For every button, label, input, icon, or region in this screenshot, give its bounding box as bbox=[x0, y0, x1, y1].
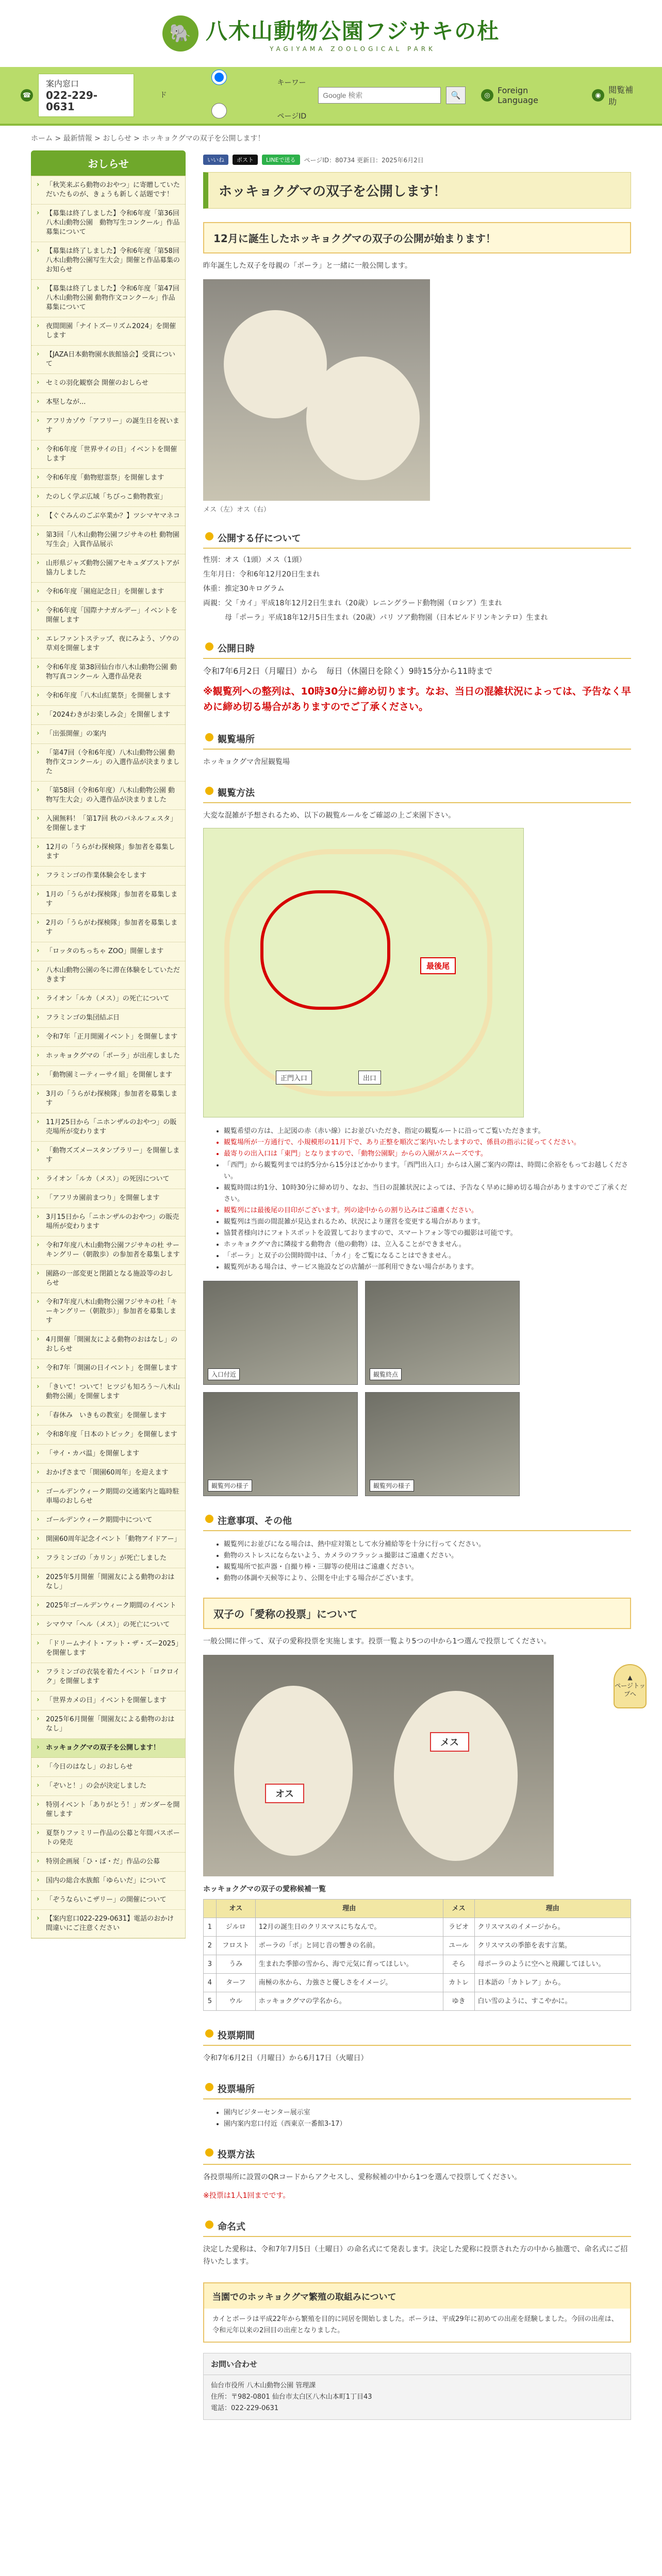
box-item: • 園内案内窓口付近（西東京一番館3-17） bbox=[224, 2119, 631, 2130]
table-cell: クリスマスのイメージから。 bbox=[474, 1918, 631, 1937]
table-cell: ウル bbox=[216, 1992, 255, 2011]
note: • 観覧場所が一方通行で、小規模形の11月下で、あり正整を順次ご案内いたしますので、係員の指示に従ってください。 bbox=[224, 1137, 631, 1148]
table-row bbox=[204, 1974, 631, 1992]
sidebar-item[interactable]: › 国内の総合水族館「ゆらいだ」について bbox=[31, 1872, 185, 1891]
eye-icon: ◉ bbox=[592, 89, 604, 101]
period-text: 令和7年6月2日（月曜日）から6月17日（火曜日） bbox=[203, 2054, 368, 2062]
inquiry-title: お問い合わせ bbox=[204, 2353, 631, 2375]
venue-photo bbox=[365, 1281, 520, 1385]
utility-bar bbox=[0, 67, 662, 126]
sidebar-item[interactable]: › 「春休み いきもの教室」を開催します bbox=[31, 1406, 185, 1426]
share-x-button[interactable]: ポスト bbox=[233, 155, 258, 165]
caution-item: • 観覧列にお並びになる場合は、熱中症対策として水分補給等を十分に行ってください。 bbox=[224, 1539, 631, 1550]
search-mode bbox=[160, 68, 313, 123]
site-header bbox=[0, 0, 662, 67]
method-text: 大変な混雑が予想されるため、以下の観覧ルールをご確認の上ご来園下さい。 bbox=[203, 811, 456, 820]
table-cell: 12月の誕生日のクリスマスにちなんで。 bbox=[255, 1918, 443, 1937]
contact-info bbox=[38, 74, 134, 117]
sidebar-item[interactable]: › 令和6年度「世界サイの日」イベントを開催します bbox=[31, 440, 185, 469]
sidebar-item[interactable]: › 2025年ゴールデンウィーク期間のイベント bbox=[31, 1597, 185, 1616]
caution-item: • 動物のストレスにならないよう、カメラのフラッシュ撮影はご遠慮ください。 bbox=[224, 1550, 631, 1562]
page-top-label: ページトップへ bbox=[615, 1682, 646, 1698]
sidebar-item[interactable]: › ホッキョクグマの「ポーラ」が出産しました bbox=[31, 1047, 185, 1066]
table-cell: クリスマスの季節を表す言葉。 bbox=[474, 1937, 631, 1955]
logo-subtitle: YAGIYAMA ZOOLOGICAL PARK bbox=[270, 45, 436, 53]
foreign-language-link[interactable] bbox=[481, 86, 571, 105]
table-header: オス bbox=[216, 1900, 255, 1918]
sidebar-title: おしらせ bbox=[31, 150, 186, 176]
table-header bbox=[204, 1900, 217, 1918]
sidebar-item[interactable]: › アフリカゾウ「アフリー」の誕生日を祝います bbox=[31, 412, 185, 440]
inquiry-dept: 仙台市役所 八木山動物公園 管理課 bbox=[211, 2382, 316, 2389]
inquiry-phone[interactable]: 電話：022-229-0631 bbox=[211, 2404, 279, 2412]
table-cell: ターフ bbox=[216, 1974, 255, 1992]
photo-caption: メス（左）オス（右） bbox=[203, 506, 270, 514]
logo-name: 八木山動物公園フジサキの杜 bbox=[205, 19, 500, 44]
sidebar-item[interactable]: › 「出張開催」の案内 bbox=[31, 725, 185, 744]
sidebar-item[interactable]: › ホッキョクグマの双子を公開します！ bbox=[31, 1739, 185, 1758]
table-cell: 白い雪のように、すこやかに。 bbox=[474, 1992, 631, 2011]
table-cell: 生まれた季節の雪から、海で元気に育ってほしい。 bbox=[255, 1955, 443, 1974]
photo-label: 観覧終点 bbox=[370, 1368, 402, 1380]
note: • 観覧列は当面の間混雑が見込まれるため、状況により運営を変更する場合があります。 bbox=[224, 1216, 631, 1228]
inquiry-box bbox=[203, 2353, 631, 2420]
table-cell: うみ bbox=[216, 1955, 255, 1974]
photo-label: 観覧列の様子 bbox=[370, 1480, 414, 1492]
sidebar-item[interactable]: › フラミンゴの「カリン」が死亡しました bbox=[31, 1549, 185, 1568]
table-cell: 母ポーラのように空へと飛躍してほしい。 bbox=[474, 1955, 631, 1974]
sidebar-item[interactable]: › 「秋笑来ぶら動物のおやつ」に寄贈していただいたものが、きょうも新しく話題です！ bbox=[31, 176, 185, 205]
sidebar-item[interactable]: › 【募集は終了しました】令和6年度「第36回八木山動物公園 動物写生コンクール」作品募集について bbox=[31, 205, 185, 242]
heading-public: 公開する仔について bbox=[203, 527, 631, 549]
sidebar-item[interactable]: › 【ぐぐみんのごぶ卒業か？】ツシマヤマネコ bbox=[31, 507, 185, 526]
page-body bbox=[0, 150, 662, 2420]
sidebar-item[interactable]: › 「サイ・カバ温」を開催します bbox=[31, 1445, 185, 1464]
sidebar-item[interactable]: › 11月25日から「ニホンザルのおやつ」の販売場所が変わります bbox=[31, 1113, 185, 1142]
breadcrumb[interactable]: ホーム > 最新情報 > おしらせ > ホッキョクグマの双子を公開します！ bbox=[31, 134, 265, 143]
contact-tel[interactable]: 022-229-0631 bbox=[45, 89, 98, 113]
sidebar-item[interactable]: › ライオン「ルカ（メス）」の死因について bbox=[31, 1170, 185, 1189]
heading-result: 命名式 bbox=[203, 2215, 631, 2237]
sidebar-item[interactable]: › 「ドリームナイト・アット・ザ・ズー2025」を開催します bbox=[31, 1635, 185, 1663]
caution-item: • 観覧場所で拡声器・自撮り棒・三脚等の使用はご遠慮ください。 bbox=[224, 1562, 631, 1573]
share-bar bbox=[203, 155, 631, 165]
sidebar-item[interactable]: › 【募集は終了しました】令和6年度「第58回 八木山動物公園写生大会」開催と作品募集のお知らせ bbox=[31, 242, 185, 280]
sidebar-item[interactable]: › 「ぞうならいこザリー」の開催について bbox=[31, 1891, 185, 1910]
table-row bbox=[204, 1937, 631, 1955]
search-input[interactable] bbox=[318, 87, 441, 104]
sidebar-item[interactable]: › 「第47回（令和6年度）八木山動物公園 動物作文コンクール」の入選作品が決まりました bbox=[31, 744, 185, 782]
sidebar-item[interactable]: › 「ぞいと！」の会が決定しました bbox=[31, 1777, 185, 1796]
table-cell: ゆき bbox=[443, 1992, 474, 2011]
box-list bbox=[203, 2107, 631, 2130]
breeding-notice bbox=[203, 2282, 631, 2343]
sidebar-item[interactable]: › たのしく学ぶ広域「ちびっこ動物教室」 bbox=[31, 488, 185, 507]
twins-photo bbox=[203, 1655, 554, 1876]
venue-photo bbox=[203, 1392, 358, 1496]
note: • ホッキョクグマ舎に隣接する動物舎（他の動物）は、立入ることができません。 bbox=[224, 1239, 631, 1250]
names-table bbox=[203, 1899, 631, 2011]
note: • 観覧列がある場合は、サービス施設などの店舗が一部利用できない場合があります。 bbox=[224, 1262, 631, 1273]
sidebar-item[interactable]: › 令和6年度「八木山紅葉祭」を開催します bbox=[31, 687, 185, 706]
site-search bbox=[160, 68, 466, 123]
sidebar-item[interactable]: › 12月の「うらがわ探検隊」参加者を募集します bbox=[31, 838, 185, 867]
sidebar-item[interactable]: › 2025年6月開催「開園友による動物のおはなし」 bbox=[31, 1710, 185, 1739]
inquiry-body bbox=[204, 2375, 631, 2419]
lead-box: 12月に誕生したホッキョクグマの双子の公開が始まります！ bbox=[203, 222, 631, 253]
sidebar-item[interactable]: › 本堅しなが... bbox=[31, 393, 185, 412]
table-cell: 3 bbox=[204, 1955, 217, 1974]
table-header: メス bbox=[443, 1900, 474, 1918]
sidebar-item[interactable]: › エレファントステップ、夜にみよう、ゾウの草刈を開催します bbox=[31, 630, 185, 658]
sidebar-item[interactable]: › 令和7年「開園の日イベント」を開催します bbox=[31, 1359, 185, 1378]
photo-label: 観覧列の様子 bbox=[208, 1480, 252, 1492]
intro-text: 昨年誕生した双子を母親の「ポーラ」と一緒に一般公開します。 bbox=[203, 262, 412, 270]
visual-aid-link[interactable] bbox=[592, 83, 641, 107]
table-cell: 5 bbox=[204, 1992, 217, 2011]
sidebar-item[interactable]: › 特別企画展「ひ・ば・だ」作品の公募 bbox=[31, 1853, 185, 1872]
route-map bbox=[203, 828, 524, 1117]
sidebar-item[interactable]: › 令和6年度「国際ナナガルデー」イベントを開催します bbox=[31, 602, 185, 630]
sidebar-item[interactable]: › 園路の一部変更と閉鎖となる施設等のおしらせ bbox=[31, 1265, 185, 1293]
heading-period: 投票期間 bbox=[203, 2024, 631, 2046]
sidebar-item[interactable]: › 令和7年度八木山動物公園フジサキの杜 サーキングリー（朝散歩）の参加者を募集します bbox=[31, 1236, 185, 1265]
sidebar-item[interactable]: › 「今日のはなし」のおしらせ bbox=[31, 1758, 185, 1777]
sidebar-item[interactable]: › 夜間開園「ナイトズーリズム2024」を開催します bbox=[31, 317, 185, 346]
table-cell: そら bbox=[443, 1955, 474, 1974]
sidebar-item[interactable]: › 山形県ジャズ動物公園アセキュダブストアが協力しました bbox=[31, 554, 185, 583]
visual-aid-label: 閲覧補助 bbox=[608, 85, 634, 107]
map-label-exit: 出口 bbox=[358, 1071, 381, 1084]
contact-label: 案内窓口 bbox=[45, 79, 79, 89]
caution-item: • 動物の体調や天候等により、公開を中止する場合がございます。 bbox=[224, 1573, 631, 1584]
sidebar-item[interactable]: › 「2024わきがお楽しみ会」を開催します bbox=[31, 706, 185, 725]
date-warning: ※観覧列への整列は、10時30分に締め切ります。なお、当日の混雑状況によっては、予告なく早めに締め切る場合がありますのでご了承ください。 bbox=[203, 686, 631, 713]
main-content bbox=[203, 150, 631, 2420]
heading-place: 観覧場所 bbox=[203, 728, 631, 750]
sidebar-item[interactable]: › 「アフリカ園前まつり」を開催します bbox=[31, 1189, 185, 1208]
elephant-logo-icon: 🐘 bbox=[162, 15, 198, 52]
table-row bbox=[204, 1918, 631, 1937]
note: • 観覧希望の方は、上記図の赤（赤い線）にお並びいただき、指定の観覧ルートに沿ってご覧いただきます。 bbox=[224, 1126, 631, 1137]
sidebar-item[interactable]: › 1月の「うらがわ探検隊」参加者を募集します bbox=[31, 886, 185, 914]
radio-keyword[interactable] bbox=[162, 70, 276, 85]
sidebar-item[interactable]: › おかげさまで「開園60周年」を迎えます bbox=[31, 1464, 185, 1483]
page-title: ホッキョクグマの双子を公開します！ bbox=[203, 172, 631, 209]
table-header: 理由 bbox=[255, 1900, 443, 1918]
map-route bbox=[260, 890, 390, 1010]
date-text: 令和7年6月2日（月曜日）から 毎日（休園日を除く）9時15分から11時まで bbox=[203, 666, 493, 676]
table-cell: ラビオ bbox=[443, 1918, 474, 1937]
contact-box bbox=[21, 74, 134, 117]
sidebar-item[interactable]: › フラミンゴの衣装を着たイベント「ロクロイク」を開催します bbox=[31, 1663, 185, 1691]
sidebar-item[interactable]: › 特別イベント「ありがとう！」ガンダーを開催します bbox=[31, 1796, 185, 1824]
notice-body: カイとポーラは平成22年から繁殖を目的に同居を開始しました。ポーラは、平成29年に初めての出産を経験しました。今回の出産は、令和元年以来の2回目の出産となりました。 bbox=[212, 2315, 618, 2334]
sidebar-item[interactable]: › 【募集は終了しました】令和6年度「第47回 八木山動物公園 動物作文コンクール」作品募集について bbox=[31, 280, 185, 317]
sidebar-item[interactable]: › 「ロッタのちっちゃ ZOO」開催します bbox=[31, 942, 185, 961]
sidebar-item[interactable]: › 2月の「うらがわ探検隊」参加者を募集します bbox=[31, 914, 185, 942]
sidebar-item[interactable]: › 【JAZA日本動物園水族館協会】受賞について bbox=[31, 346, 185, 374]
sidebar-item[interactable]: › 令和6年度 第38回仙台市八木山動物公園 動物写真コンクール 入選作品発表 bbox=[31, 658, 185, 687]
sidebar-item[interactable]: › 入園無料！「第17回 秋のパネルフェスタ」を開催します bbox=[31, 810, 185, 838]
sidebar-item[interactable]: › フラミンゴの集団結ぶ日 bbox=[31, 1009, 185, 1028]
sidebar-item[interactable]: › 「世界カメの日」イベントを開催します bbox=[31, 1691, 185, 1710]
sidebar-item[interactable]: › ゴールデンウィーク期間の交通案内と臨時駐車場のおしらせ bbox=[31, 1483, 185, 1511]
page-top-button[interactable] bbox=[614, 1664, 647, 1708]
utility-links bbox=[481, 83, 641, 107]
info-mother: 母「ポーラ」平成18年12月5日生まれ（20歳）パリ ソア動物園（日本ピルドリンキンテロ）生まれ bbox=[203, 614, 548, 622]
female-cub bbox=[394, 1691, 518, 1861]
sidebar-item[interactable]: › 令和6年度「園庭記念日」を開催します bbox=[31, 583, 185, 602]
share-line-button[interactable]: LINEで送る bbox=[262, 155, 300, 165]
sidebar-item[interactable]: › シマウマ「ヘル（メス）」の死亡について bbox=[31, 1616, 185, 1635]
sidebar-item[interactable]: › セミの羽化観察会 開催のおしらせ bbox=[31, 374, 185, 393]
sidebar-item[interactable]: › 令和7年度八木山動物公園フジサキの杜「キーキングリー（朝散歩）」参加者を募集します bbox=[31, 1293, 185, 1331]
sidebar-item[interactable]: › 「第58回（令和6年度）八木山動物公園 動物写生大会」の入選作品が決まりました bbox=[31, 782, 185, 810]
bear-cub-right bbox=[306, 357, 420, 480]
place-text: ホッキョクグマ舎屋観覧場 bbox=[203, 758, 290, 766]
phone-icon: ☎ bbox=[21, 89, 33, 101]
venue-photo bbox=[203, 1281, 358, 1385]
names-table-body bbox=[204, 1918, 631, 2011]
heading-box: 投票場所 bbox=[203, 2078, 631, 2099]
note: • 「ポーラ」と双子の公開時間中は、「カイ」をご覧になることはできません。 bbox=[224, 1250, 631, 1262]
sidebar-item[interactable]: › 令和8年度「日本のトピック」を開催します bbox=[31, 1426, 185, 1445]
foreign-language-label: Foreign Language bbox=[497, 86, 538, 105]
table-cell: ポーラの「ポ」と同じ音の響きの名前。 bbox=[255, 1937, 443, 1955]
sidebar-item[interactable]: › ゴールデンウィーク期間中について bbox=[31, 1511, 185, 1530]
page-meta: ページID：80734 更新日：2025年6月2日 bbox=[304, 156, 424, 164]
caution-list bbox=[203, 1539, 631, 1584]
info-sex: 性別：オス（1頭）メス（1頭） bbox=[203, 556, 306, 564]
sidebar-item[interactable]: › 【案内窓口022-229-0631】電話のおかけ間違いにご注意ください bbox=[31, 1910, 185, 1938]
table-header: 理由 bbox=[474, 1900, 631, 1918]
heading-method: 観覧方法 bbox=[203, 782, 631, 803]
how-text: 各投票場所に設置のQRコードからアクセスし、愛称候補の中から1つを選んで投票してください。 bbox=[203, 2173, 522, 2181]
arrow-up-icon: ▲ bbox=[627, 1674, 633, 1681]
sidebar-item[interactable]: › ライオン「ルカ（メス）」の死亡について bbox=[31, 990, 185, 1009]
table-cell: カトレ bbox=[443, 1974, 474, 1992]
sidebar-item[interactable]: › 八木山動物公園の冬に滞在体験をしていただきます bbox=[31, 961, 185, 990]
info-birth: 生年月日：令和6年12月20日生まれ bbox=[203, 570, 320, 579]
sidebar-item[interactable]: › 令和7年「正月開園イベント」を開催します bbox=[31, 1028, 185, 1047]
share-facebook-button[interactable]: いいね bbox=[203, 155, 228, 165]
inquiry-address: 住所：〒982-0801 仙台市太白区八木山本町1丁目43 bbox=[211, 2393, 372, 2401]
sidebar bbox=[31, 150, 186, 2420]
globe-icon: ◎ bbox=[481, 89, 493, 101]
table-cell: フロスト bbox=[216, 1937, 255, 1955]
sidebar-item[interactable]: › 3月の「うらがわ探検隊」参加者を募集します bbox=[31, 1085, 185, 1113]
table-cell: 1 bbox=[204, 1918, 217, 1937]
map-label-gate: 正門入口 bbox=[276, 1071, 312, 1084]
table-row bbox=[204, 1955, 631, 1974]
heading-caution: 注意事項、その他 bbox=[203, 1510, 631, 1531]
names-heading: 双子の「愛称の投票」について bbox=[203, 1598, 631, 1629]
info-father: 両親：父「カイ」平成18年12月2日生まれ（20歳）レニングラード動物園（ロシア）生まれ bbox=[203, 599, 502, 607]
heading-date: 公開日時 bbox=[203, 637, 631, 659]
table-cell: 南極の氷から、力強さと優しさをイメージ。 bbox=[255, 1974, 443, 1992]
table-cell: 2 bbox=[204, 1937, 217, 1955]
sidebar-item[interactable]: › 第3回「八木山動物公園フジサキの杜 動物園写生会」入賞作品展示 bbox=[31, 526, 185, 554]
tag-male: オス bbox=[265, 1784, 304, 1803]
heading-how: 投票方法 bbox=[203, 2143, 631, 2165]
venue-photo bbox=[365, 1392, 520, 1496]
sidebar-item[interactable]: › フラミンゴの作業体験会をします bbox=[31, 867, 185, 886]
how-warning: ※投票は1人1回までです。 bbox=[203, 2192, 290, 2200]
sidebar-list bbox=[31, 176, 186, 1939]
male-cub bbox=[234, 1686, 353, 1856]
names-text: 一般公開に伴って、双子の愛称投票を実施します。投票一覧より5つの中から1つ選んで投票してください。 bbox=[203, 1637, 551, 1646]
table-cell: ユール bbox=[443, 1937, 474, 1955]
table-cell: ホッキョクグマの学名から。 bbox=[255, 1992, 443, 2011]
map-label-start: 最後尾 bbox=[420, 957, 456, 974]
note: • 「西門」から観覧列までは約5分から15分ほどかかります。「西門出入口」からは入園ご案内の際は、時間に余裕をもってお越しください。 bbox=[224, 1160, 631, 1182]
radio-page-label: ページID bbox=[277, 112, 307, 121]
table-cell: ジルロ bbox=[216, 1918, 255, 1937]
table-cell: 4 bbox=[204, 1974, 217, 1992]
info-weight: 体重：推定30キログラム bbox=[203, 585, 285, 593]
note: • 観覧列には最後尾の目印がございます。列の途中からの割り込みはご遠慮ください。 bbox=[224, 1205, 631, 1216]
radio-page-id[interactable] bbox=[162, 103, 276, 118]
sidebar-item[interactable]: › 開園60周年記念イベント「動物アイドアー」 bbox=[31, 1530, 185, 1549]
sidebar-item[interactable]: › 令和6年度「動物慰霊祭」を開催します bbox=[31, 469, 185, 488]
sidebar-item[interactable]: › 「きいて！ついて！ヒツジも知ろう～八木山動物公園」を開催します bbox=[31, 1378, 185, 1406]
table-cell: 日本語の「カトレア」から。 bbox=[474, 1974, 631, 1992]
tag-female: メス bbox=[430, 1732, 469, 1752]
site-logo[interactable] bbox=[162, 14, 500, 53]
sidebar-item[interactable]: › 「動物ズズメースタンプラリー」を開催します bbox=[31, 1142, 185, 1170]
method-notes bbox=[203, 1126, 631, 1273]
venue-photos bbox=[203, 1281, 631, 1496]
notice-title: 当園でのホッキョクグマ繁殖の取組みについて bbox=[204, 2283, 630, 2309]
box-item: • 園内ビジターセンター展示室 bbox=[224, 2107, 631, 2119]
radio-keyword-label: キーワード bbox=[159, 79, 306, 99]
sidebar-item[interactable]: › 3月15日から「ニホンザルのおやつ」の販売場所が変わります bbox=[31, 1208, 185, 1236]
sidebar-item[interactable]: › 4月開催「開園友による動物のおはなし」のおしらせ bbox=[31, 1331, 185, 1359]
table-title: ホッキョクグマの双子の愛称候補一覧 bbox=[203, 1885, 326, 1893]
photo-label: 入口付近 bbox=[208, 1368, 240, 1380]
table-row bbox=[204, 1992, 631, 2011]
sidebar-item[interactable]: › 「動物園ミーティーサイ組」を開催します bbox=[31, 1066, 185, 1085]
result-text: 決定した愛称は、令和7年7月5日（土曜日）の命名式にて発表します。決定した愛称に投票された方の中から抽選で、命名式にご招待いたします。 bbox=[203, 2245, 628, 2266]
note: • 協賛者様向けにフォトスポットを設置しておりますので、スマートフォン等での撮影は可能です。 bbox=[224, 1228, 631, 1239]
sidebar-item[interactable]: › 夏祭りファミリー作品の公募と年間パスポートの発売 bbox=[31, 1824, 185, 1853]
bear-photo bbox=[203, 279, 430, 501]
note: • 最寄りの出入口は「東門」となりますので、「動物公園駅」からの入園がスムーズです。 bbox=[224, 1148, 631, 1160]
search-button[interactable] bbox=[446, 87, 466, 104]
search-icon: 🔍 bbox=[451, 91, 461, 100]
info-list bbox=[203, 554, 631, 624]
sidebar-item[interactable]: › 2025年5月開催「開園友による動物のおはなし」 bbox=[31, 1568, 185, 1597]
note: • 観覧時間は約1分、10時30分に締め切り、なお、当日の混雑状況によっては、予告なく早めに締め切る場合がありますのでご了承ください。 bbox=[224, 1182, 631, 1205]
